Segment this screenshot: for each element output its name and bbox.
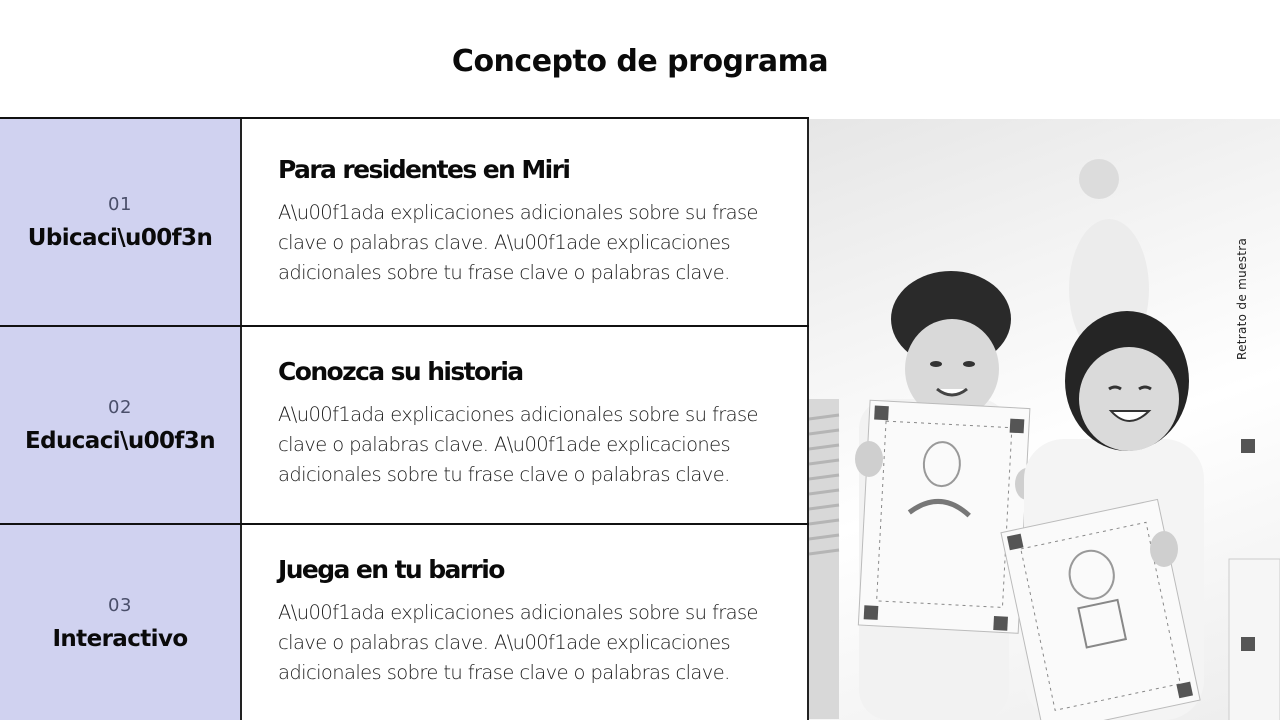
photo-caption: Retrato de muestra	[1235, 237, 1249, 360]
content-cell	[242, 119, 809, 325]
category-label: Interactivo	[52, 626, 188, 652]
slide-title: Concepto de programa	[451, 44, 829, 79]
table-row	[0, 119, 809, 325]
content-cell	[242, 327, 809, 523]
table-row	[0, 523, 809, 720]
row-number: 03	[108, 595, 132, 616]
category-cell	[0, 525, 242, 720]
table-row	[0, 325, 809, 523]
row-number: 01	[108, 193, 132, 215]
row-heading: Conozca su historia	[278, 357, 523, 386]
row-description: A\u00f1ada explicaciones adicionales sobre su frase clave o palabras clave. A\u00f1ade explicaciones adicionales sobre tu frase clave o palabras clave.	[278, 201, 758, 284]
row-heading: Para residentes en Miri	[278, 155, 570, 184]
category-cell	[0, 327, 242, 523]
row-description: A\u00f1ada explicaciones adicionales sobre su frase clave o palabras clave. A\u00f1ade explicaciones adicionales sobre tu frase clave o palabras clave.	[278, 403, 758, 486]
row-number: 02	[108, 396, 132, 418]
children-illustration	[809, 119, 1280, 720]
program-table	[0, 117, 809, 720]
row-heading: Juega en tu barrio	[278, 555, 504, 584]
category-cell	[0, 119, 242, 325]
category-label: Educaci\u00f3n	[25, 427, 215, 454]
row-description: A\u00f1ada explicaciones adicionales sobre su frase clave o palabras clave. A\u00f1ade explicaciones adicionales sobre tu frase clave o palabras clave.	[278, 601, 758, 684]
children-photo	[809, 119, 1280, 720]
content-cell	[242, 525, 809, 720]
category-label: Ubicaci\u00f3n	[27, 224, 213, 251]
